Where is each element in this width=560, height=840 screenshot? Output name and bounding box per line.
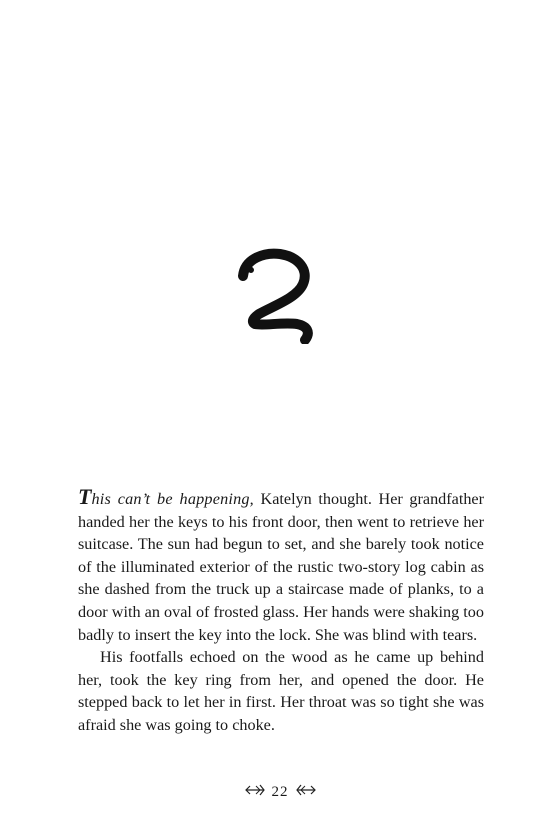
paragraph-2: His footfalls echoed on the wood as he came up behind her, took the key ring from her, and opened the door. He stepped back to let her in first. Her throat was so tight she was afraid she was going to choke. (78, 648, 484, 734)
drop-cap: T (78, 484, 92, 509)
chapter-number-2-glyph (235, 248, 325, 344)
paragraph-1-text: Katelyn thought. Her grandfather handed her the keys to his front door, then went to retrieve her suitcase. The sun had begun to set, and she barely took notice of the illuminated exterior of the rustic two-story log cabin as she dashed from the truck up a staircase made of planks, to a door with an oval of frosted glass. Her hands were shaking too badly to insert the key into the lock. She was blind with tears. (78, 490, 484, 644)
page-number: 22 (271, 784, 289, 800)
chapter-number (0, 248, 560, 349)
right-arrow-ornament-icon (295, 783, 317, 802)
page-footer (0, 783, 560, 802)
left-arrow-ornament-icon (244, 783, 266, 802)
lead-italic: his can’t be happening, (91, 490, 254, 508)
paragraph-1 (78, 486, 484, 646)
body-text (78, 486, 484, 737)
